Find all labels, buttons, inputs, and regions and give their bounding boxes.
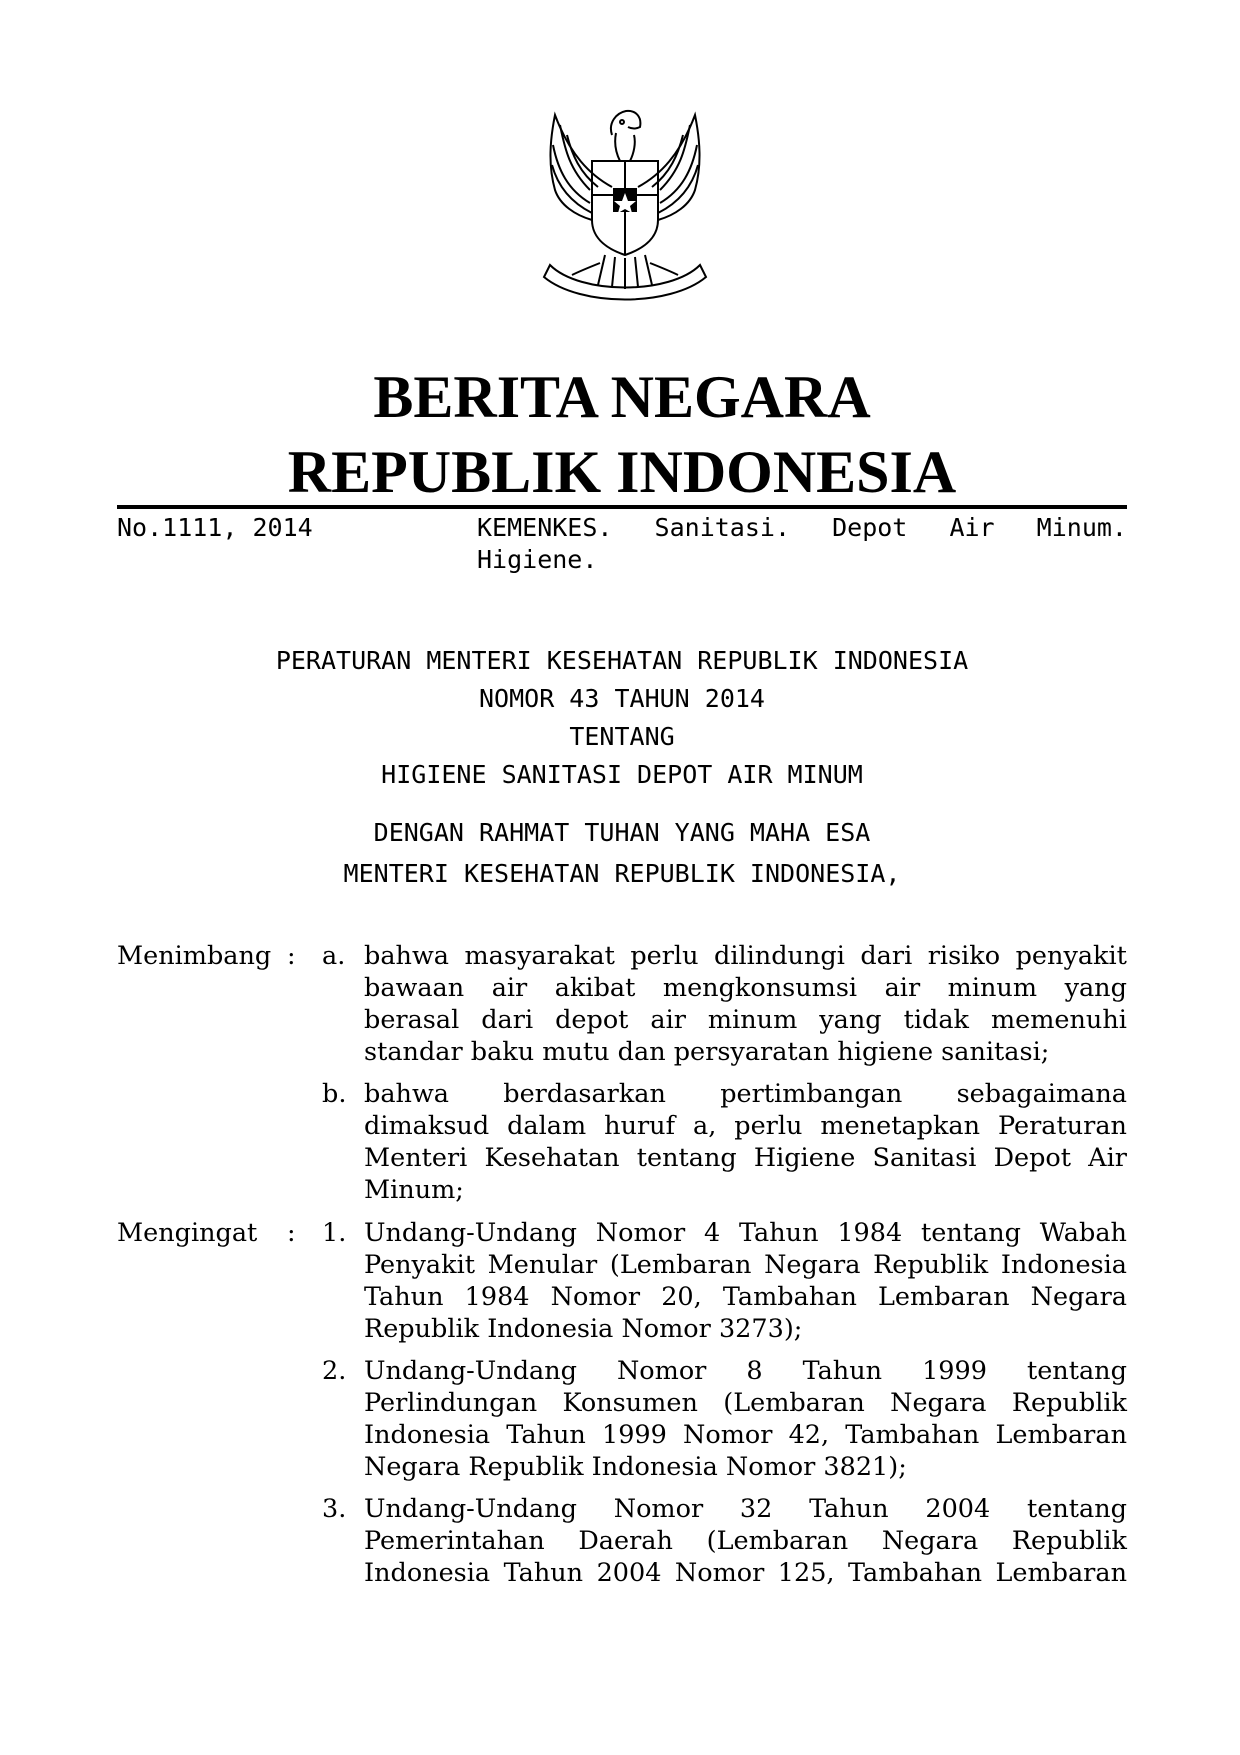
gazette-subject [477, 512, 1127, 576]
subject-word: Sanitasi. [654, 513, 791, 542]
header-divider [117, 505, 1127, 509]
subject-word: Minum. [1036, 513, 1127, 542]
item-line: Indonesia Tahun 1999 Nomor 42, Tambahan Lembaran [364, 1420, 1127, 1450]
item-line: dimaksud dalam huruf a, perlu menetapkan Peraturan [364, 1111, 1127, 1141]
issuer: MENTERI KESEHATAN REPUBLIK INDONESIA, [343, 859, 901, 888]
item-line: bahwa berdasarkan pertimbangan sebagaimana [364, 1079, 1127, 1109]
regulation-title: PERATURAN MENTERI KESEHATAN REPUBLIK INDONESIA [275, 646, 969, 675]
mengingat-colon: : [287, 1218, 296, 1248]
item-line: Undang-Undang Nomor 32 Tahun 2004 tentang [364, 1494, 1127, 1524]
regulation-subject: HIGIENE SANITASI DEPOT AIR MINUM [381, 760, 863, 789]
subject-line2: Higiene. [477, 545, 598, 574]
menimbang-label: Menimbang [117, 941, 272, 971]
item-line: Tahun 1984 Nomor 20, Tambahan Lembaran Negara [364, 1282, 1127, 1312]
item-line: Penyakit Menular (Lembaran Negara Republik Indonesia [364, 1250, 1127, 1280]
garuda-emblem-icon [520, 95, 730, 310]
item-line: Menteri Kesehatan tentang Higiene Sanitasi Depot Air [364, 1143, 1127, 1173]
item-line: Undang-Undang Nomor 8 Tahun 1999 tentang [364, 1356, 1127, 1386]
item-line: standar baku mutu dan persyaratan higiene sanitasi; [364, 1037, 1050, 1067]
regulation-tentang: TENTANG [569, 722, 675, 751]
item-line: Perlindungan Konsumen (Lembaran Negara Republik [364, 1388, 1127, 1418]
item-line: bahwa masyarakat perlu dilindungi dari risiko penyakit [364, 941, 1127, 971]
mengingat-label: Mengingat [117, 1218, 258, 1248]
item-line: Pemerintahan Daerah (Lembaran Negara Republik [364, 1526, 1127, 1556]
item-marker: 3. [322, 1494, 347, 1524]
item-line: Negara Republik Indonesia Nomor 3821); [364, 1452, 907, 1482]
subject-word: Air [949, 513, 995, 542]
item-line: Indonesia Tahun 2004 Nomor 125, Tambahan Lembaran [364, 1558, 1127, 1588]
item-line: Republik Indonesia Nomor 3273); [364, 1314, 803, 1344]
subject-word: Depot [832, 513, 908, 542]
gazette-title-line2: REPUBLIK INDONESIA [287, 439, 957, 505]
item-marker: a. [322, 941, 346, 971]
subject-word: KEMENKES. [477, 513, 613, 542]
gazette-number: No.1111, 2014 [117, 513, 313, 542]
item-line: berasal dari depot air minum yang tidak memenuhi [364, 1005, 1127, 1035]
regulation-number: NOMOR 43 TAHUN 2014 [479, 684, 765, 713]
invocation: DENGAN RAHMAT TUHAN YANG MAHA ESA [373, 818, 871, 847]
item-marker: b. [322, 1079, 347, 1109]
item-line: Undang-Undang Nomor 4 Tahun 1984 tentang Wabah [364, 1218, 1127, 1248]
menimbang-colon: : [287, 941, 296, 971]
item-line: bawaan air akibat mengkonsumsi air minum yang [364, 973, 1127, 1003]
item-line: Minum; [364, 1175, 464, 1205]
item-marker: 2. [322, 1356, 347, 1386]
item-marker: 1. [322, 1218, 347, 1248]
gazette-title-line1: BERITA NEGARA [373, 364, 871, 430]
